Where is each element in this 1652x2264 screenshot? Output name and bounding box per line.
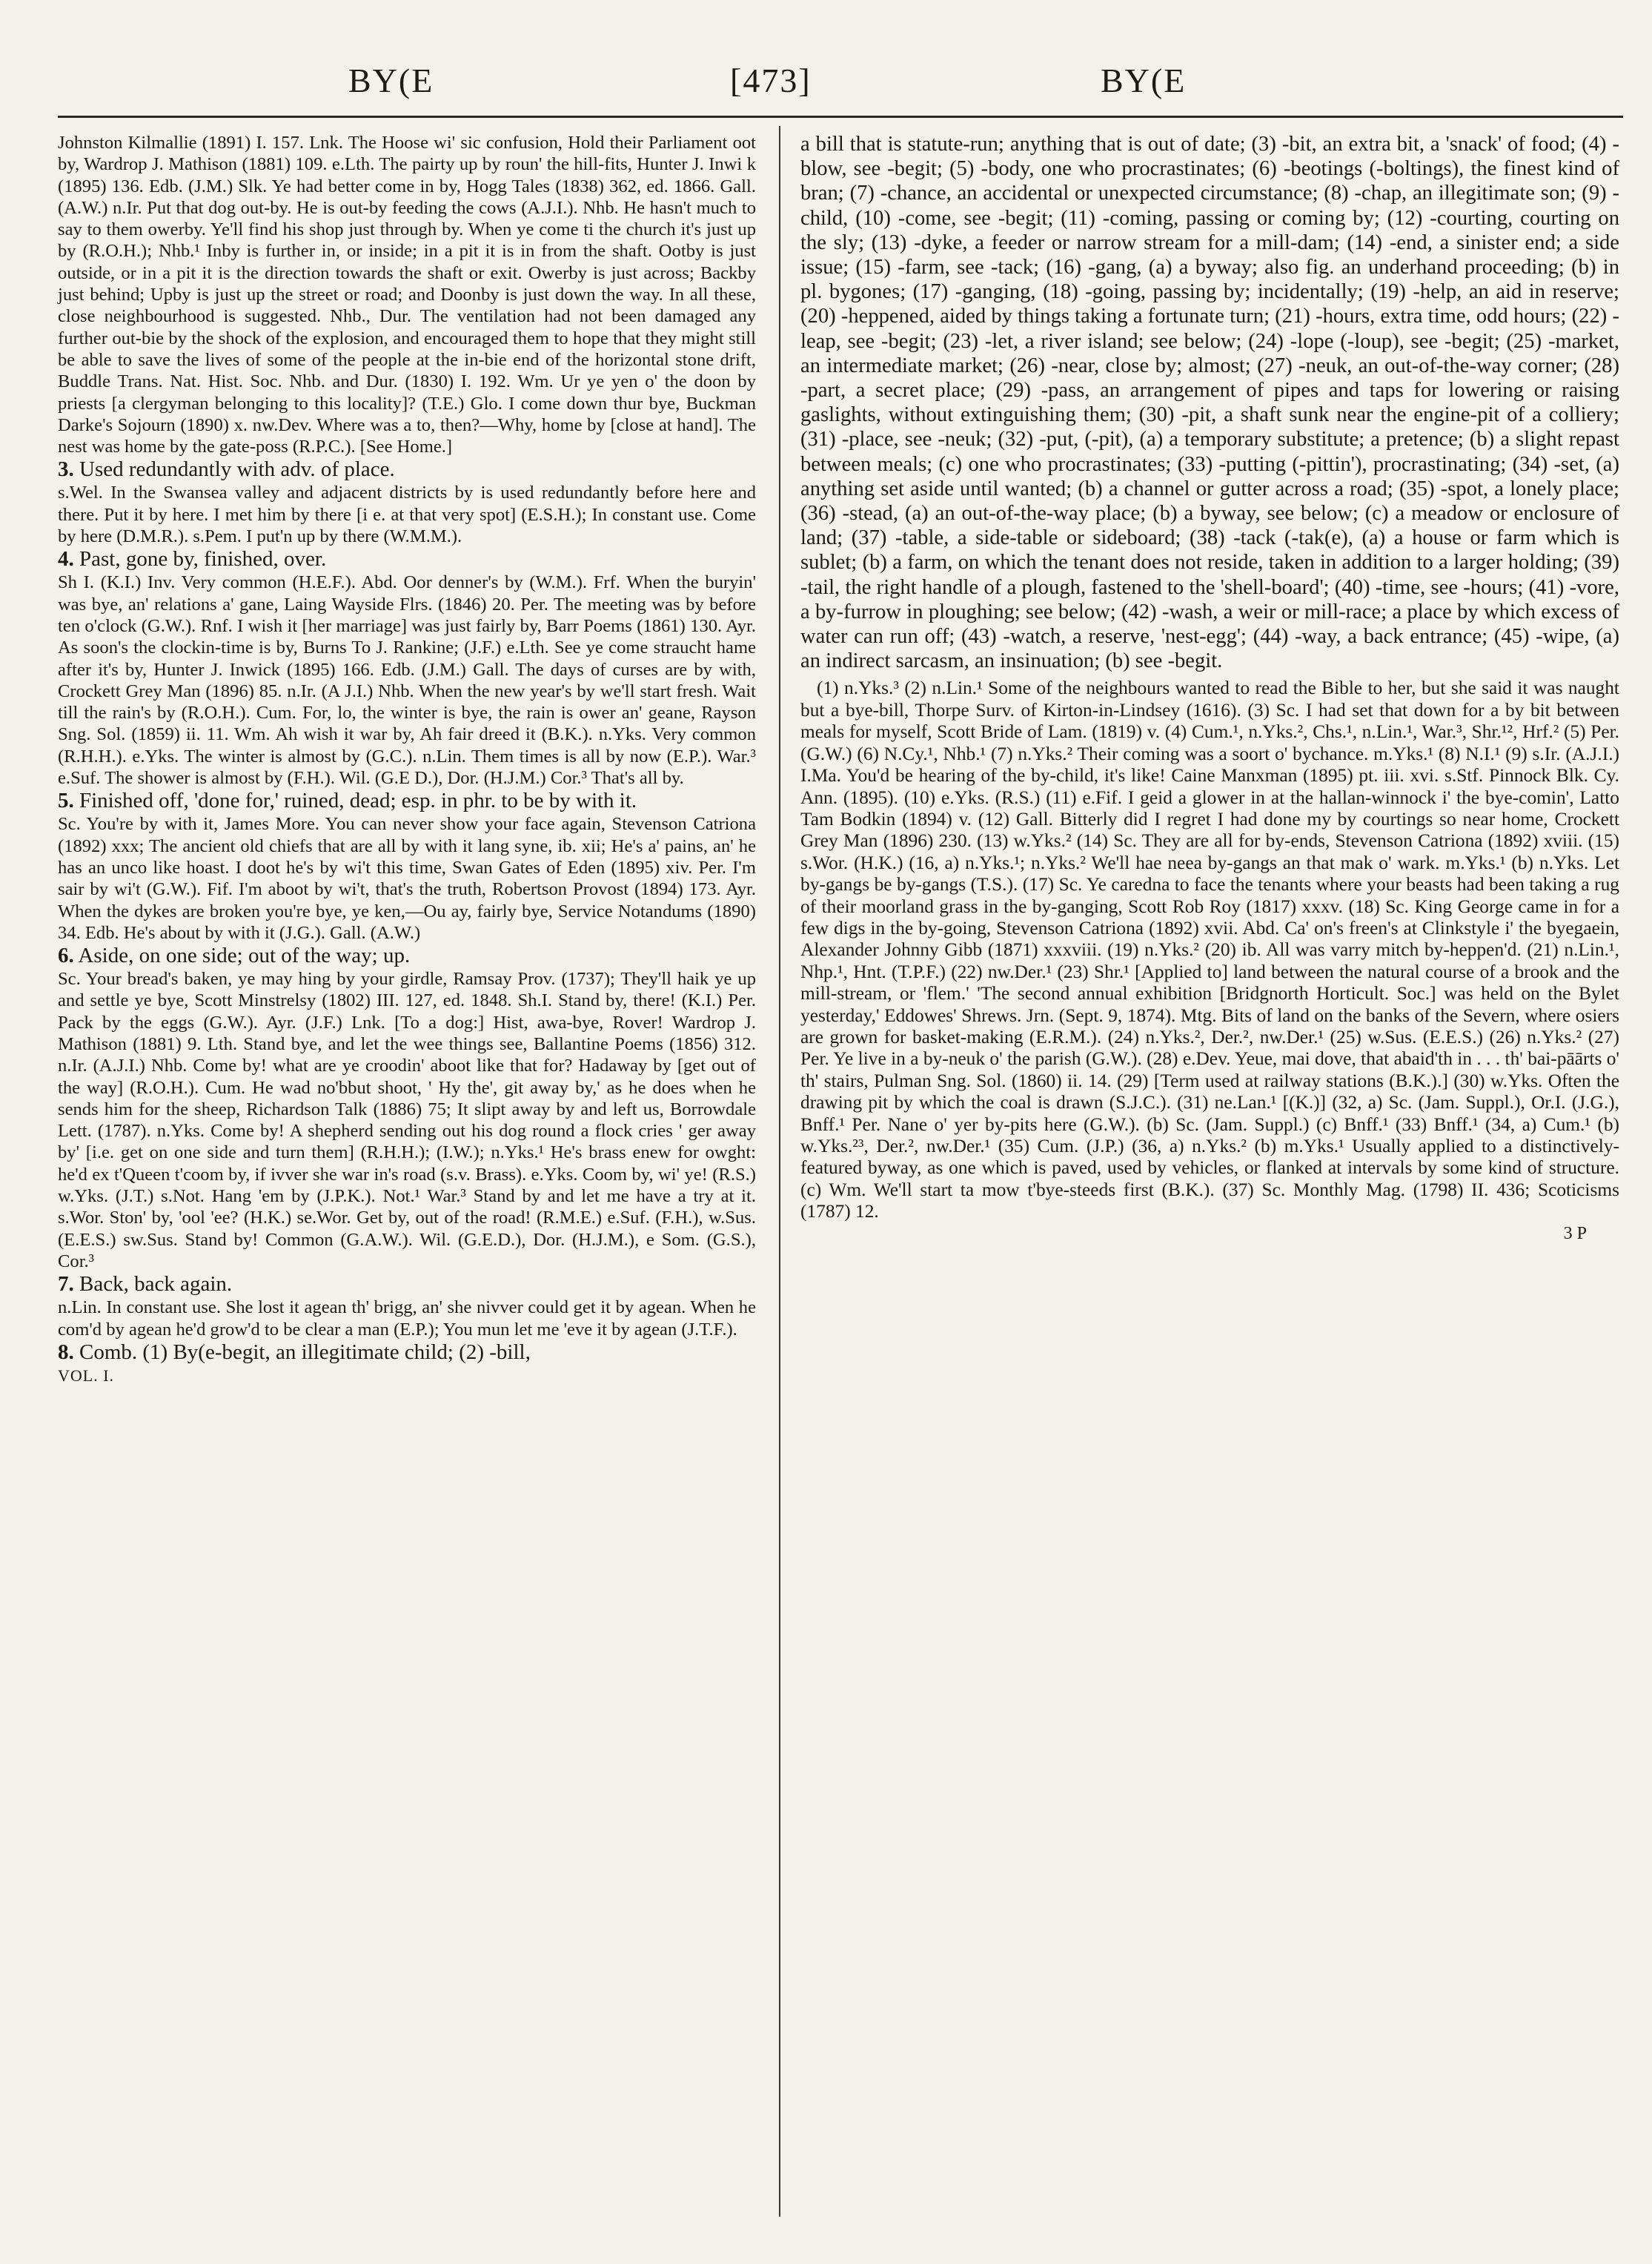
sense-8: [58, 1340, 756, 1365]
sense-definition: Aside, on one side; out of the way; up.: [78, 944, 411, 968]
sense-definition: Comb. (1) By(e-begit, an illegitimate child; (2) -bill,: [79, 1340, 531, 1364]
sense-number: 6.: [58, 944, 74, 968]
sense-7: [58, 1272, 756, 1297]
sense-5: [58, 789, 756, 813]
sense-number: 8.: [58, 1340, 74, 1364]
sense-number: 4.: [58, 547, 74, 572]
sense-5-quotes: Sc. You're by with it, James More. You can never show your face again, Stevenson Catriona (1892) xxx; The ancient old chiefs that are all by with it lang syne, ib. xii; He's a' pains, an' he has an unco like hoast. I doot he's by wi't this time, Swan Gates of Eden (1895) xiv. Per. I'm sair by wi't (G.W.). Fif. I'm aboot by wi't, that's the truth, Robertson Provost (1894) 173. Ayr. When the dykes are broken you're bye, ye ken,—Ou ay, fairly bye, Service Notandums (1890) 34. Edb. He's about by with it (J.G.). Gall. (A.W.): [58, 814, 756, 943]
compound-definitions: a bill that is statute-run; anything that is out of date; (3) -bit, an extra bit, a 'snack' of food; (4) -blow, see -begit; (5) -body, one who procrastinates; (6) -beotings (-boltings), the finest kind of bran; (7) -chance, an accidental or unexpected circumstance; (8) -chap, an illegitimate son; (9) -child, (10) -come, see -begit; (11) -coming, passing or coming by; (12) -courting, courting on the sly; (13) -dyke, a feeder or narrow stream for a mill-dam; (14) -end, a sinister end; a side issue; (15) -farm, see -tack; (16) -gang, (a) a byway; also fig. an underhand proceeding; (b) in pl. bygones; (17) -ganging, (18) -going, passing by; incidentally; (19) -help, an aid in reserve; (20) -heppened, aided by things taking a fortunate turn; (21) -hours, extra time, odd hours; (22) -leap, see -begit; (23) -let, a river island; see below; (24) -lope (-loup), see -begit; (25) -market, an intermediate market; (26) -near, close by; almost; (27) -neuk, an out-of-the-way corner; (28) -part, a secret place; (29) -pass, an arrangement of pipes and taps for lowering or raising gaslights, without extinguishing them; (30) -pit, a shaft sunk near the engine-pit of a colliery; (31) -place, see -neuk; (32) -put, (-pit), (a) a temporary substitute; a pretence; (b) a slight repast between meals; (c) one who procrastinates; (33) -putting (-pittin'), procrastinating; (34) -set, (a) anything set aside until wanted; (b) a channel or gutter across a road; (35) -spot, a lonely place; (36) -stead, (a) an out-of-the-way place; (b) a byway, see below; (c) a meadow or enclosure of land; (37) -table, a side-table or sideboard; (38) -tack (-tak(e), (a) a house or farm which is sublet; (b) a farm, on which the tenant does not reside, taken in addition to a larger holding; (39) -tail, the right handle of a plough, fastened to the 'shell-board'; (40) -time, see -hours; (41) -vore, a by-furrow in ploughing; see below; (42) -wash, a weir or mill-race; a place by which excess of water can run off; (43) -watch, a reserve, 'nest-egg'; (44) -way, a back entrance; (45) -wipe, (a) an indirect sarcasm, an insinuation; (b) see -begit.: [800, 133, 1619, 673]
sense-number: 3.: [58, 457, 74, 482]
running-head-left: BY(E: [348, 62, 434, 99]
left-column: [58, 132, 756, 1386]
right-column-inner: [800, 132, 1619, 1244]
page-number: [473]: [730, 62, 812, 99]
sense-definition: Finished off, 'done for,' ruined, dead; esp. in phr. to be by with it.: [79, 789, 637, 813]
volume-label: VOL. I.: [58, 1366, 115, 1385]
header-rule: [58, 116, 1623, 118]
running-head-right: BY(E: [1101, 62, 1187, 99]
sense-6: [58, 944, 756, 968]
sense-definition: Back, back again.: [79, 1272, 233, 1297]
page-header: [0, 61, 1652, 105]
sense-7-quotes: n.Lin. In constant use. She lost it agean th' brigg, an' she nivver could get it by agean. When he com'd by agean he'd grow'd to be clear a man (E.P.); You mun let me 'eve it by agean (J.T.F.).: [58, 1297, 756, 1340]
sense-definition: Used redundantly with adv. of place.: [79, 457, 395, 482]
sense-number: 5.: [58, 789, 74, 813]
continued-quotes: Johnston Kilmallie (1891) I. 157. Lnk. The Hoose wi' sic confusion, Hold their Parliament oot by, Wardrop J. Mathison (1881) 109. e.Lth. The pairty up by roun' the hill-fits, Hunter J. Inwi k (1895) 136. Edb. (J.M.) Slk. Ye had better come in by, Hogg Tales (1838) 362, ed. 1866. Gall. (A.W.) n.Ir. Put that dog out-by. He is out-by feeding the cows (A.J.I.). Nhb. He hasn't much to say to them owerby. Ye'll find his shop just through by. When ye come ti the church it's just up by (R.O.H.); Nhb.¹ Inby is further in, or inside; in a pit it is in from the shaft. Ootby is just outside, or in a pit it is the direction towards the shaft or exit. Owerby is just across; Backby just behind; Upby is just up the street or road; and Doonby is just down the way. In all these, close neighbourhood is suggested. Nhb., Dur. The ventilation had not been damaged any further out-bie by the shock of the explosion, and encouraged them to hope that they might still be able to save the lives of some of the people at the in-bie end of the horizontal stone drift, Buddle Trans. Nat. Hist. Soc. Nhb. and Dur. (1830) I. 192. Wm. Ur ye yen o' the doon by priests [a clergyman belonging to this locality]? (T.E.) Glo. I come down thur bye, Buckman Darke's Sojourn (1890) x. nw.Dev. Where was a to, then?—Why, home by [close at hand]. The nest was home by the gate-poss (R.P.C.). [See Home.]: [58, 133, 756, 457]
signature-mark: 3 P: [1563, 1223, 1587, 1243]
sense-4: [58, 547, 756, 572]
sense-number: 7.: [58, 1272, 74, 1297]
compound-quotes: (1) n.Yks.³ (2) n.Lin.¹ Some of the neighbours wanted to read the Bible to her, but she said it was naught but a bye-bill, Thorpe Surv. of Kirton-in-Lindsey (1616). (3) Sc. I had set that down for a by bit between meals for myself, Scott Bride of Lam. (1819) v. (4) Cum.¹, n.Yks.², Chs.¹, n.Lin.¹, War.³, Shr.¹², Hrf.² (5) Per. (G.W.) (6) N.Cy.¹, Nhb.¹ (7) n.Yks.² Their coming was a soort o' bychance. m.Yks.¹ (8) N.I.¹ (9) s.Ir. (A.J.I.) I.Ma. You'd be hearing of the by-child, it's like! Caine Manxman (1895) pt. iii. xvi. s.Stf. Pinnock Blk. Cy. Ann. (1895). (10) e.Yks. (R.S.) (11) e.Fif. I geid a glower in at the hallan-winnock i' the bye-comin', Latto Tam Bodkin (1894) v. (12) Gall. Bitterly did I regret I had done my by courtings so near home, Crockett Grey Man (1896) 230. (13) w.Yks.² (14) Sc. They are all for by-ends, Stevenson Catriona (1892) xviii. (15) s.Wor. (H.K.) (16, a) n.Yks.¹; n.Yks.² We'll hae neea by-gangs an that mak o' wark. m.Yks.¹ (b) n.Yks. Let by-gangs be by-gangs (T.S.). (17) Sc. Ye caredna to face the tenants where your beasts had been taking a rug of their moorland grass in the by-ganging, Scott Rob Roy (1817) xxxv. (18) Sc. King George came in for a few digs in the by-going, Stevenson Catriona (1892) xvii. Abd. Ca' on's freen's at Clinkstyle i' the byegaein, Alexander Johnny Gibb (1871) xxxviii. (19) n.Yks.² (20) ib. All was varry mitch by-heppen'd. (21) n.Lin.¹, Nhp.¹, Hnt. (T.P.F.) (22) nw.Der.¹ (23) Shr.¹ [Applied to] land between the natural course of a brook and the mill-stream, or 'flem.' 'The second annual exhibition [Bridgnorth Horticult. Soc.] was held on the Bylet yesterday,' Eddowes' Shrews. Jrn. (Sept. 9, 1874). Mtg. Bits of land on the banks of the Severn, where osiers are grown for basket-making (E.R.M.). (24) n.Yks.², Der.², nw.Der.¹ (25) w.Sus. (E.E.S.) (26) n.Yks.² (27) Per. Ye live in a by-neuk o' the parish (G.W.). (28) e.Dev. Yeue, mai dove, that abaid'th in . . . th' bai-pāārts o' th' stairs, Pulman Sng. Sol. (1860) ii. 14. (29) [Term used at railway stations (B.K.).] (30) w.Yks. Often the drawing pit by which the coal is drawn (S.J.C.). (31) ne.Lan.¹ [(K.)] (32, a) Sc. (Jam. Suppl.), Or.I. (J.G.), Bnff.¹ Per. Nane o' yer by-pits here (G.W.). (b) Sc. (Jam. Suppl.) (c) Bnff.¹ (33) Bnff.¹ (34, a) Cum.¹ (b) w.Yks.²³, Der.², nw.Der.¹ (35) Cum. (J.P.) (36, a) n.Yks.² (b) m.Yks.¹ Usually applied to a distinctively-featured byway, as one which is paved, used by vehicles, or flanked at intervals by some kind of structure. (c) Wm. We'll start ta mow t'bye-steeds first (B.K.). (37) Sc. Monthly Mag. (1798) II. 436; Scoticisms (1787) 12.: [800, 678, 1619, 1222]
sense-4-quotes: Sh I. (K.I.) Inv. Very common (H.E.F.). Abd. Oor denner's by (W.M.). Frf. When the buryin' was bye, an' relations a' gane, Laing Wayside Flrs. (1846) 20. Per. The meeting was by before ten o'clock (G.W.). Rnf. I wish it [her marriage] was just fairly by, Barr Poems (1861) 130. Ayr. As soon's the clockin-time is by, Burns To J. Rankine; (J.F.) e.Lth. See ye come straucht hame after it's by, Hunter J. Inwick (1895) 166. Edb. (J.M.) Gall. The days of curses are by with, Crockett Grey Man (1896) 85. n.Ir. (A J.I.) Nhb. When the new year's by we'll start fresh. Wait till the rain's by (R.O.H.). Cum. For, lo, the winter is bye, the rain is ower an' geane, Rayson Sng. Sol. (1859) ii. 11. Wm. Ah wish it war by, Ah fair dreed it (B.K.). n.Yks. Very common (R.H.H.). e.Yks. The winter is almost by (G.C.). n.Lin. Them times is all by now (E.P.). War.³ e.Suf. The shower is almost by (F.H.). Wil. (G.E D.), Dor. (H.J.M.) Cor.³ That's all by.: [58, 572, 756, 789]
sense-3-quotes: s.Wel. In the Swansea valley and adjacent districts by is used redundantly before here and there. Put it by here. I met him by there [i e. at that very spot] (E.S.H.); In constant use. Come by here (D.M.R.). s.Pem. I put'n up by there (W.M.M.).: [58, 483, 756, 547]
sense-6-quotes: Sc. Your bread's baken, ye may hing by your girdle, Ramsay Prov. (1737); They'll haik ye up and settle ye bye, Scott Minstrelsy (1802) III. 127, ed. 1848. Sh.I. Stand by, there! (K.I.) Per. Pack by the eggs (G.W.). Ayr. (J.F.) Lnk. [To a dog:] Hist, awa-bye, Rover! Wardrop J. Mathison (1881) 9. Lth. Stand bye, and let the wee things see, Ballantine Poems (1856) 312. n.Ir. (A.J.I.) Nhb. Come by! what are ye croodin' aboot like that for? Hadaway by [get out of the way] (R.O.H.). Cum. He wad no'bbut shoot, ' Hy the', git away by,' as he does when he sends him for the sheep, Richardson Talk (1886) 75; It slipt away by and left us, Borrowdale Lett. (1787). n.Yks. Come by! A shepherd sending out his dog round a flock cries ' ger away by' [i.e. get on one side and turn them] (R.H.H.); (I.W.); n.Yks.¹ He's brass enew for owght: he'd ex t'Queen t'coom by, if ivver she war in's road (s.v. Brass). e.Yks. Coom by, wi' ye! (R.S.) w.Yks. (J.T.) s.Not. Hang 'em by (J.P.K.). Not.¹ War.³ Stand by and let me have a try at it. s.Wor. Ston' by, 'ool 'ee? (H.K.) se.Wor. Get by, out of the road! (R.M.E.) e.Suf. (F.H.), w.Sus. (E.E.S.) sw.Sus. Stand by! Common (G.A.W.). Wil. (G.E.D.), Dor. (H.J.M.), e Som. (G.S.), Cor.³: [58, 969, 756, 1271]
sense-3: [58, 457, 756, 482]
sense-definition: Past, gone by, finished, over.: [79, 547, 327, 572]
column-divider: [779, 126, 780, 2217]
right-column: [800, 132, 1619, 1244]
